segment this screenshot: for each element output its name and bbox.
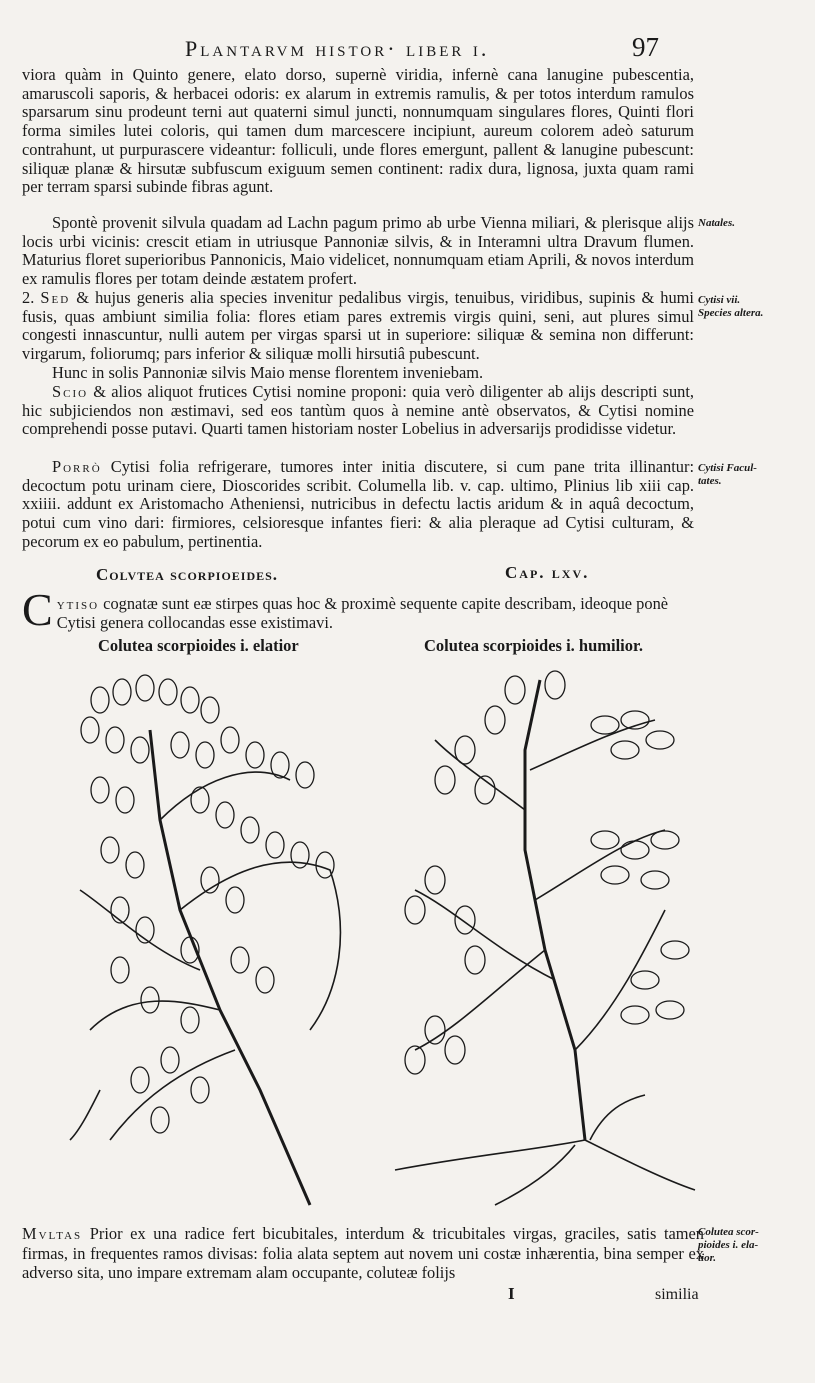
paragraph-text — [22, 289, 694, 364]
paragraph-body: Cytisi folia refrigerare, tumores inter initia discutere, si cum pane trita illinantur: decoctum potu urinam ciere, Dioscorides scribit. Columella lib. v. cap. ultimo, Plinius lib xiii cap. xxiiii. addunt ex Aristomacho Atheniensi, nutricibus in defectu lactis aridum & in aquâ decoctum, potui cum vino dari: firmiores, celsioresque infantes fieri: & alia pleraque ad Cytisi culturam, & pecorum ex eo pabulum, pertinentia. — [22, 457, 694, 551]
paragraph-body: cognatæ sunt eæ stirpes quas hoc & proximè sequente capite describam, ideoque ponè Cytisi genera collocandas esse existimavi. — [56, 594, 669, 632]
margin-note-facultates — [698, 462, 808, 488]
signature-mark: I — [508, 1284, 515, 1303]
paragraph-body: & alios aliquot frutices Cytisi nomine proponi: quia verò diligenter ab alijs descripti sunt, hic subjiciendos non æstimavi, sed eos tantùm quos à nemine antè observatos, & Cytisi nomine comprehendi posse putavi. Quarti tamen historiam noster Lobelius in adversarijs prodidisse videtur. — [22, 382, 694, 439]
paragraph-text: Hunc in solis Pannoniæ silvis Maio mense florentem inveniebam. — [52, 362, 484, 382]
paragraph-text — [22, 584, 694, 635]
section-opening-word: Porrò — [52, 457, 102, 476]
paragraph-body: Prior ex una radice fert bicubitales, interdum & tricubitales virgas, graciles, satis tamen firmas, in frequentes ramos divisas: folia alata septem aut novem uni costæ inhærentia, bina semper ex adverso sita, uno impare extremam alam occupante, coluteæ folijs — [22, 1224, 704, 1282]
chapter-number: Cap. lxv. — [505, 563, 590, 582]
margin-note-text: pioides i. ela- — [698, 1239, 759, 1251]
paragraph-text: viora quàm in Quinto genere, elato dorso, supernè viridia, infernè cana lanugine pubescentia, amaruscoli saporis, & herbacei odoris: ex alarum in extremis ramulis, & per totos interdum ramulos sparsarum sinu prodeunt terni aut quaterni simul juncti, nonnumquam singulares flores, Quinti flori forma similes lutei coloris, qui tamen dum marcescere incipiunt, aureum colorem adeò saturum contrahunt, ut purpurascere videantur: folliculi, unde flores emergunt, pallent & lanugine pubescunt: siliquæ planæ & hirsutæ subfuscum exiguum semen continent: radix dura, lignosa, juxta quam rami per terram sparsi subinde fibras agunt. — [22, 65, 694, 197]
woodcut-colutea-elatior — [60, 670, 390, 1210]
paragraph-other-shrubs — [22, 383, 694, 439]
paragraph-body: & hujus generis alia species invenitur pedalibus virgis, tenuibus, viridibus, supinis & humi fusis, quas ambiunt similia folia: flores etiam pares extremis virgis quini, seni, aut plures simul congesti innascuntur, nulli autem per virgas sparsi ut in superiore: siliquæ & semina non differunt: virgarum, foliorumq; pars inferior & siliquæ molli hirsutiâ pubescunt. — [22, 288, 694, 364]
chapter-intro — [22, 584, 694, 635]
margin-note-text: Species altera. — [698, 307, 764, 319]
paragraph-habitat — [22, 214, 694, 289]
margin-note-text: Colutea scor- — [698, 1226, 759, 1238]
margin-note-text: Cytisi vii. — [698, 294, 741, 306]
paragraph-text: Spontè provenit silvula quadam ad Lachn pagum primo ab urbe Vienna miliari, & plerisque alijs locis urbi vicinis: crescit etiam in utriusque Pannoniæ silvis, & in Interamni ultra Dravum flumen. Maturius floret superioribus Pannonicis, Maio videlicet, nonnumquam etiam Aprili, & novos interdum ex ramulis flores per totam deinde æstatem profert. — [22, 213, 694, 289]
margin-note-text: tates. — [698, 475, 722, 487]
paragraph-species-two — [22, 289, 694, 383]
catchword: similia — [655, 1286, 699, 1303]
paragraph-description — [22, 66, 694, 197]
figure-caption-right: Colutea scorpioides i. humilior. — [424, 636, 643, 655]
paragraph-text — [22, 458, 694, 552]
figure-caption-left: Colutea scorpioides i. elatior — [98, 636, 299, 655]
section-opening-word: Sed — [40, 288, 71, 307]
paragraph-faculties — [22, 458, 694, 552]
page-header — [0, 30, 815, 70]
paragraph-text — [22, 1224, 704, 1283]
page-number: 97 — [632, 32, 659, 62]
section-opening-word: ytiso — [56, 594, 100, 613]
woodcut-colutea-humilior — [375, 650, 705, 1210]
chapter-heading — [0, 563, 815, 587]
section-number: 2. — [22, 288, 35, 307]
chapter-title: Colvtea scorpioeides. — [96, 565, 279, 584]
drop-cap: C — [22, 584, 53, 635]
margin-note-colutea — [698, 1226, 808, 1265]
section-opening-word: Scio — [52, 382, 89, 401]
running-title: Plantarvm histor· liber i. — [185, 36, 490, 61]
margin-note-text: Cytisi Facul- — [698, 462, 757, 474]
section-opening-word: Mvltas — [22, 1224, 83, 1243]
margin-note-natales — [698, 217, 808, 230]
paragraph-description-bottom — [22, 1224, 704, 1283]
margin-note-text: tior. — [698, 1252, 717, 1264]
margin-note-text: Natales. — [698, 217, 735, 229]
paragraph-text — [22, 383, 694, 439]
margin-note-species — [698, 294, 808, 320]
